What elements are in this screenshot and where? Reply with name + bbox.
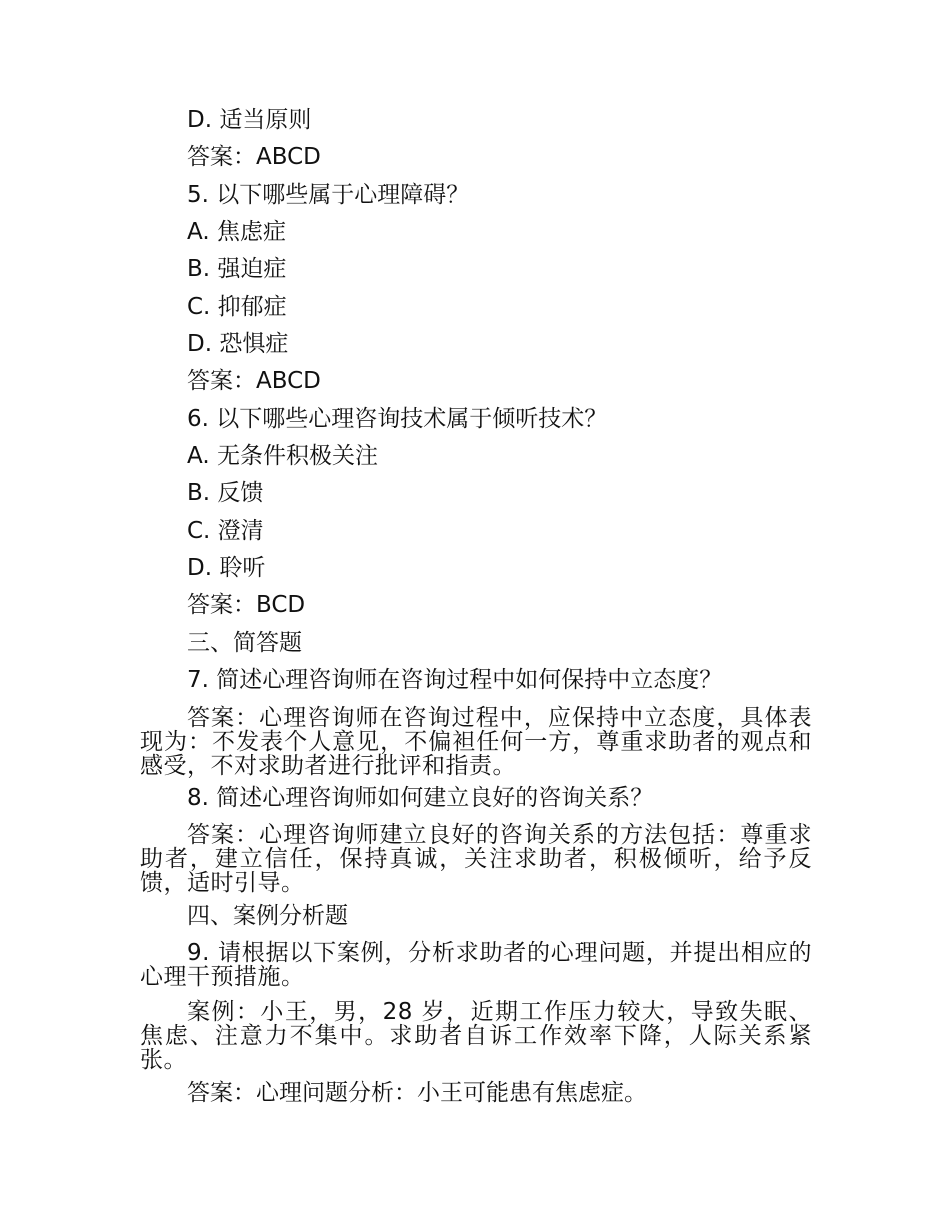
section-heading-case-analysis: 四、案例分析题 — [187, 903, 348, 929]
answer-9-line: 答案：心理问题分析：小王可能患有焦虑症。 — [187, 1080, 647, 1106]
answer-line: 答案：BCD — [187, 592, 306, 618]
case-paragraph: 案例：小王，男，28 岁，近期工作压力较大，导致失眠、焦虑、注意力不集中。求助者自诉工作效率下降，人际关系紧张。 — [140, 999, 812, 1073]
answer-line: 答案：ABCD — [187, 368, 321, 394]
option-d-line: D. 适当原则 — [187, 107, 312, 133]
question-5: 5. 以下哪些属于心理障碍？ — [187, 182, 470, 208]
option-d-line: D. 聆听 — [187, 555, 266, 581]
answer-line: 答案：ABCD — [187, 144, 321, 170]
answer-7-paragraph: 答案：心理咨询师在咨询过程中，应保持中立态度，具体表现为：不发表个人意见，不偏袒任何一方，尊重求助者的观点和感受，不对求助者进行批评和指责。 — [140, 705, 812, 779]
section-heading-short-answer: 三、简答题 — [187, 630, 302, 656]
question-9-paragraph: 9. 请根据以下案例，分析求助者的心理问题，并提出相应的心理干预措施。 — [140, 940, 812, 990]
question-8: 8. 简述心理咨询师如何建立良好的咨询关系？ — [187, 785, 654, 811]
question-7: 7. 简述心理咨询师在咨询过程中如何保持中立态度？ — [187, 667, 723, 693]
answer-8-paragraph: 答案：心理咨询师建立良好的咨询关系的方法包括：尊重求助者，建立信任，保持真诚，关注求助者，积极倾听，给予反馈，适时引导。 — [140, 822, 812, 896]
option-a-line: A. 无条件积极关注 — [187, 443, 378, 469]
option-b-line: B. 强迫症 — [187, 256, 287, 282]
question-6: 6. 以下哪些心理咨询技术属于倾听技术？ — [187, 406, 608, 432]
option-a-line: A. 焦虑症 — [187, 219, 286, 245]
option-d-line: D. 恐惧症 — [187, 331, 289, 357]
option-c-line: C. 澄清 — [187, 518, 264, 544]
option-b-line: B. 反馈 — [187, 480, 264, 506]
option-c-line: C. 抑郁症 — [187, 294, 287, 320]
